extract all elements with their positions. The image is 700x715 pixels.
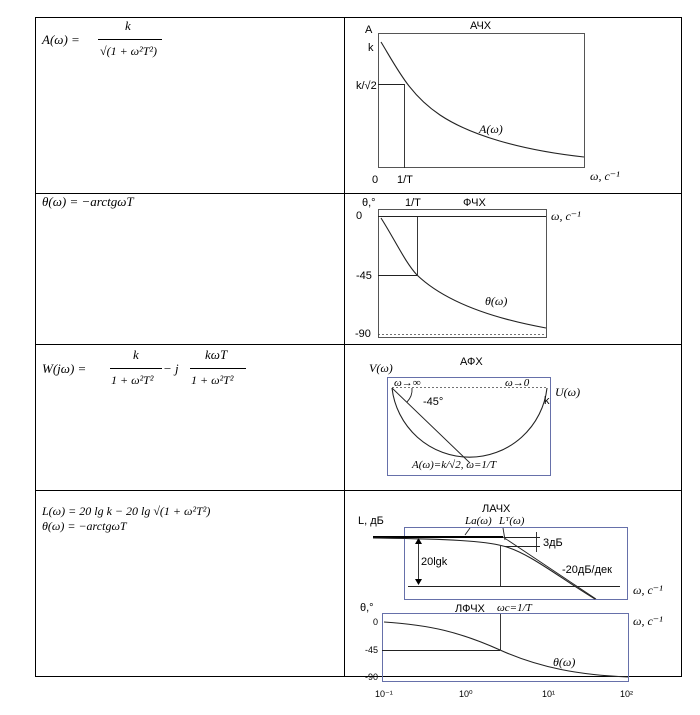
plot-afc (356, 20, 620, 186)
k-label: k (544, 395, 550, 407)
plot-title: ФЧХ (463, 197, 486, 209)
plot-frame (379, 210, 547, 338)
y-tick-k: k (368, 42, 374, 54)
plot-title: ЛФЧХ (455, 603, 485, 615)
theta-axis-label: θ,° (360, 602, 374, 614)
x-tick-label: 10¹ (542, 689, 556, 699)
y-tick-0: 0 (373, 617, 379, 627)
formula-minus-j: − j (163, 361, 179, 376)
la-label: La(ω) (465, 515, 492, 527)
formula-afc-complex (42, 347, 246, 387)
plot-nyquist (369, 356, 580, 476)
plot-frame (383, 614, 629, 682)
plot-title: АЧХ (470, 20, 492, 32)
slope-label: -20дБ/дек (562, 564, 612, 576)
x-tick-label: 10² (620, 689, 634, 699)
omega-infinity-label: ω→∞ (394, 377, 421, 389)
bottom-label: A(ω)=k/√2, ω=1/T (412, 459, 497, 471)
x-tick-1T: 1/T (397, 174, 413, 186)
y-tick-90: -90 (355, 328, 371, 340)
plot-bode-phase (360, 602, 663, 699)
formula-numerator: kωT (205, 347, 228, 362)
formula-lfc: θ(ω) = −arctgωT (42, 519, 127, 533)
u-axis-label: U(ω) (555, 385, 581, 399)
y-tick-k-sqrt2: k/√2 (356, 80, 377, 92)
x-axis-label: ω, c⁻¹ (633, 614, 663, 628)
lt-label: Lᵀ(ω) (499, 515, 525, 527)
formula-denominator: 1 + ω²T² (191, 373, 234, 387)
plot-frame (379, 34, 585, 168)
x-axis-label: ω, c⁻¹ (551, 209, 581, 223)
formula-denominator: √(1 + ω²T²) (100, 44, 158, 58)
db3-label: 3дБ (543, 537, 563, 549)
formula-lamc: L(ω) = 20 lg k − 20 lg √(1 + ω²T²) (42, 504, 211, 518)
plot-title: ЛАЧХ (482, 503, 511, 515)
plot-pfc (355, 197, 581, 340)
y-axis-label: A (365, 24, 373, 36)
x-tick-1T: 1/T (405, 197, 421, 209)
y-tick-90: -90 (365, 672, 379, 682)
formula-lhs: W(jω) = (42, 361, 87, 376)
corner-frequency-label: ωc=1/T (497, 602, 532, 614)
x-axis-label: ω, c⁻¹ (590, 169, 620, 183)
formula-lhs: A(ω) = (42, 32, 80, 47)
y-tick-45: -45 (356, 270, 372, 282)
formula-phase: θ(ω) = −arctgωT (42, 194, 134, 209)
x-tick-zero: 0 (372, 174, 379, 186)
formula-denominator: 1 + ω²T² (111, 373, 154, 387)
curve-label: A(ω) (479, 122, 503, 136)
afc-curve (381, 42, 584, 157)
pfc-curve (381, 218, 546, 328)
x-axis-label: ω, c⁻¹ (633, 583, 663, 597)
l-axis-label: L, дБ (358, 515, 384, 527)
formula-numerator: k (133, 347, 139, 362)
phase-curve (384, 622, 628, 677)
v-axis-label: V(ω) (369, 361, 393, 375)
x-tick-label: 10⁰ (459, 689, 473, 699)
angle-label: -45° (423, 396, 444, 408)
theta-curve-label: θ(ω) (553, 655, 576, 669)
curve-label: θ(ω) (485, 294, 508, 308)
nyquist-semicircle (392, 388, 547, 457)
plot-bode-magnitude (358, 503, 663, 600)
la-leader (465, 528, 470, 535)
omega-zero-label: ω→0 (505, 377, 530, 389)
x-tick-label: 10⁻¹ (375, 689, 393, 699)
y-tick-45: -45 (365, 645, 379, 655)
y-axis-label: θ,° (362, 197, 376, 209)
gain-label: 20lgk (421, 556, 448, 568)
plot-title: АФХ (460, 356, 483, 368)
y-tick-0: 0 (356, 210, 363, 222)
formula-numerator: k (125, 18, 131, 33)
angle-arc (407, 388, 412, 402)
formula-amplitude (41, 18, 162, 58)
